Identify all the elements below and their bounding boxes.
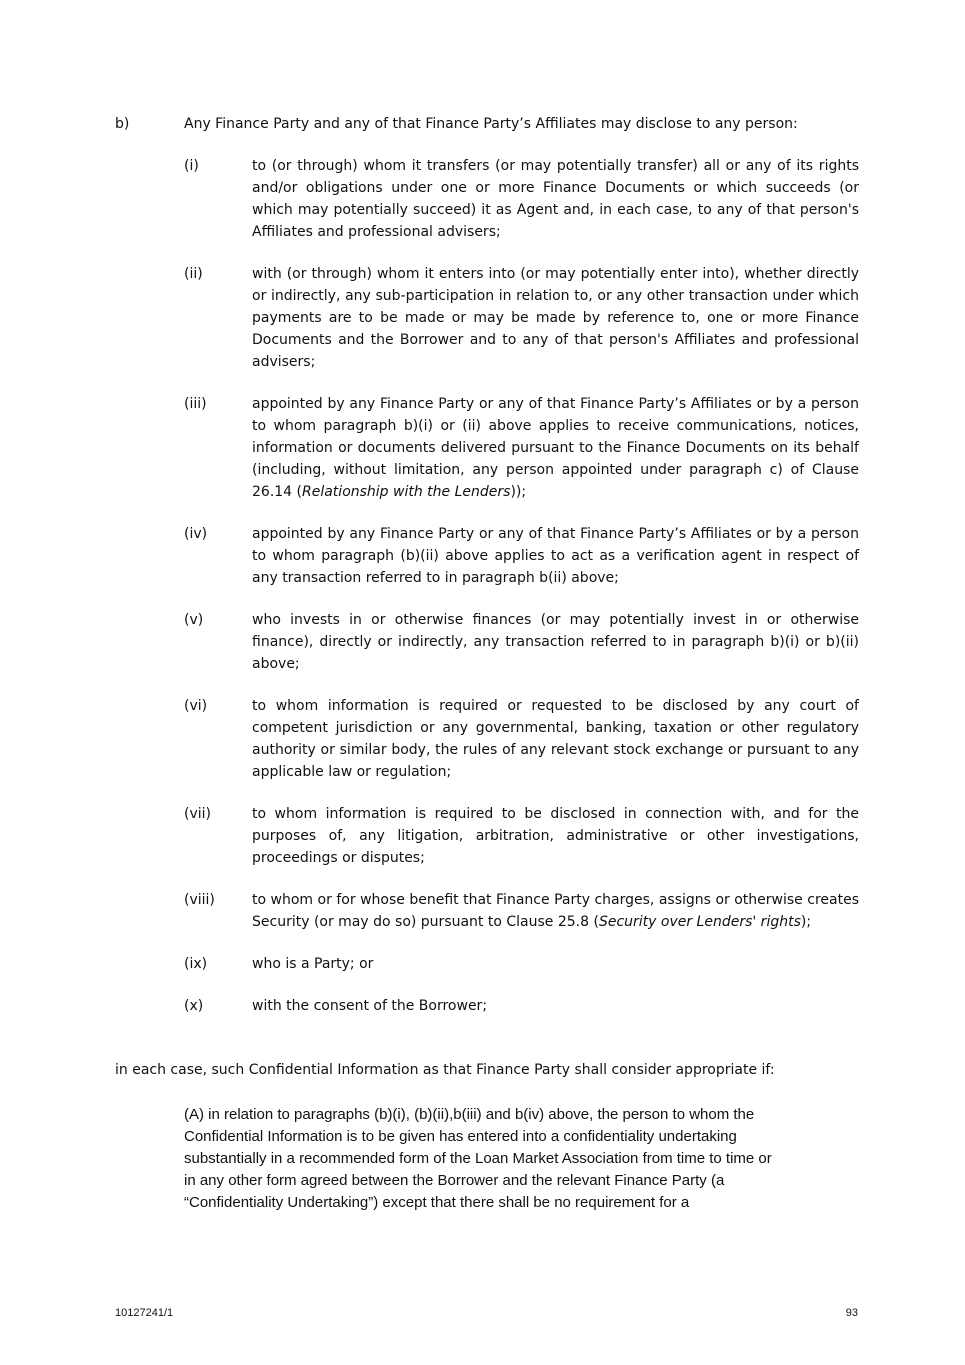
list-item	[184, 523, 859, 589]
paragraph-line: Confidential Information is to be given has entered into a confidentiality undertaking	[184, 1128, 737, 1145]
list-item	[184, 995, 859, 1017]
item-text-main: with the consent of the Borrower;	[252, 998, 488, 1014]
item-text	[252, 889, 859, 933]
item-number: (ix)	[184, 956, 208, 972]
item-text-end: );	[800, 914, 812, 930]
list-item	[184, 263, 859, 373]
paragraph-line: (A) in relation to paragraphs (b)(i), (b)(ii),b(iii) and b(iv) above, the person to whom the	[184, 1106, 755, 1123]
list-item	[184, 889, 859, 933]
document-reference: 10127241/1	[115, 1307, 174, 1319]
item-text	[252, 523, 859, 589]
clause-text: Any Finance Party and any of that Finance Party’s Affiliates may disclose to any person:	[184, 116, 798, 132]
list-item	[184, 803, 859, 869]
list-item	[184, 953, 859, 975]
item-text-main: appointed by any Finance Party or any of that Finance Party’s Affiliates or by a person to whom paragraph (b)(ii) above applies to act as a verification agent in respect of any transaction referred to in paragraph b(ii) above;	[252, 526, 859, 586]
item-text	[252, 155, 859, 243]
item-text-main: appointed by any Finance Party or any of that Finance Party’s Affiliates or by a person to whom paragraph b)(i) or (ii) above applies to receive communications, notices, information or documents delivered pursuant to the Finance Documents on its behalf (including, without limitation, any person appointed under paragraph c) of Clause 26.14 (	[252, 396, 859, 500]
item-number: (vi)	[184, 698, 208, 714]
paragraph-line: “Confidentiality Undertaking”) except that there shall be no requirement for a	[184, 1194, 690, 1211]
item-number: (iv)	[184, 526, 208, 542]
item-text-end: ));	[510, 484, 527, 500]
item-number: (vii)	[184, 806, 211, 822]
paragraph-a	[184, 1104, 772, 1214]
page-number: 93	[845, 1307, 858, 1319]
item-number: (x)	[184, 998, 204, 1014]
list-item	[184, 609, 859, 675]
item-text	[252, 695, 859, 783]
item-number: (ii)	[184, 266, 203, 282]
item-text	[252, 995, 859, 1017]
item-text-main: to whom information is required or requested to be disclosed by any court of competent jurisdiction or any governmental, banking, taxation or other regulatory authority or similar body, the rules of any relevant stock exchange or pursuant to any applicable law or regulation;	[252, 698, 859, 780]
item-number: (v)	[184, 612, 204, 628]
item-text	[252, 393, 859, 503]
paragraph-line: substantially in a recommended form of the Loan Market Association from time to time or	[184, 1150, 772, 1167]
item-text-main: to (or through) whom it transfers (or may potentially transfer) all or any of its rights and/or obligations under one or more Finance Documents or which succeeds (or which may potentially succeed) it as Agent and, in each case, to any of that person's Affiliates and professional advisers;	[252, 158, 859, 240]
list-item	[184, 695, 859, 783]
clause-label: b)	[115, 116, 130, 132]
italic-reference: Relationship with the Lenders	[302, 484, 511, 500]
item-text-main: who is a Party; or	[252, 956, 374, 972]
item-text-main: with (or through) whom it enters into (or may potentially enter into), whether directly or indirectly, any sub-participation in relation to, or any other transaction under which payments are to be made or may be made by reference to, one or more Finance Documents and the Borrower and to any of that person's Affiliates and professional advisers;	[252, 266, 859, 370]
item-number: (viii)	[184, 892, 215, 908]
item-number: (i)	[184, 158, 199, 174]
item-text-main: to whom information is required to be disclosed in connection with, and for the purposes of, any litigation, arbitration, administrative or other investigations, proceedings or disputes;	[252, 806, 859, 866]
item-text	[252, 803, 859, 869]
sub-paragraph-list	[184, 155, 859, 1037]
summary-sentence: in each case, such Confidential Information as that Finance Party shall consider appropriate if:	[115, 1062, 775, 1078]
item-text-main: who invests in or otherwise finances (or may potentially invest in or otherwise finance), directly or indirectly, any transaction referred to in paragraph b)(i) or b)(ii) above;	[252, 612, 859, 672]
item-text-main: to whom or for whose benefit that Finance Party charges, assigns or otherwise creates Security (or may do so) pursuant to Clause 25.8 (	[252, 892, 859, 930]
item-text	[252, 953, 859, 975]
italic-reference: Security over Lenders' rights	[598, 914, 801, 930]
item-text	[252, 609, 859, 675]
item-number: (iii)	[184, 396, 207, 412]
item-text	[252, 263, 859, 373]
list-item	[184, 393, 859, 503]
list-item	[184, 155, 859, 243]
paragraph-line: in any other form agreed between the Borrower and the relevant Finance Party (a	[184, 1172, 725, 1189]
